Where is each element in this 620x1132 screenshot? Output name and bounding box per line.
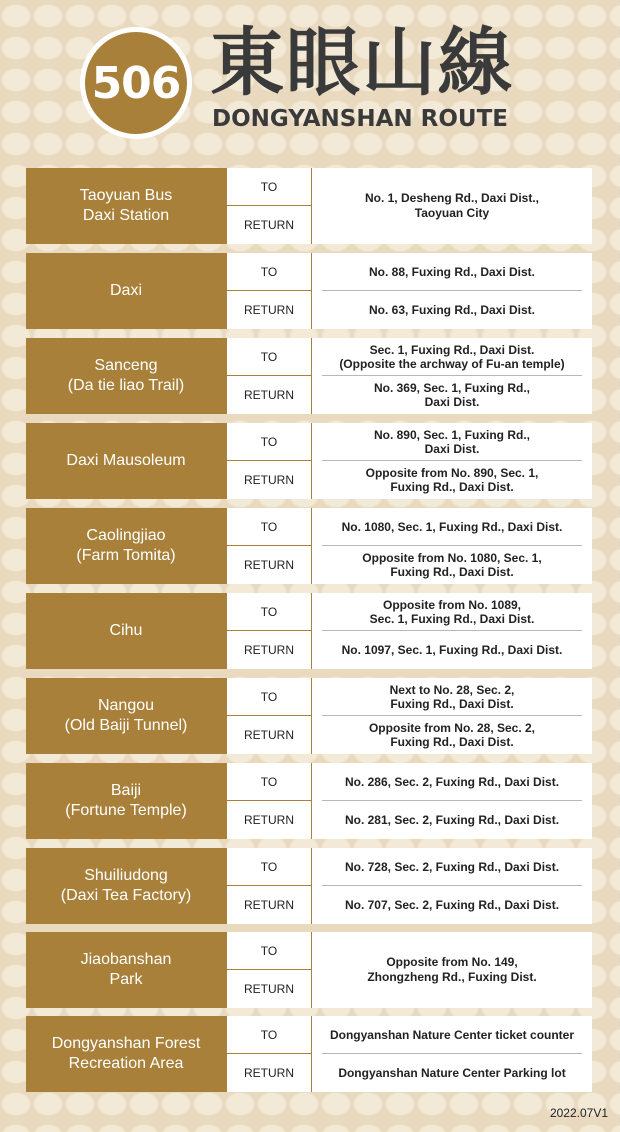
direction-return-label: RETURN [244,813,294,827]
route-number: 506 [91,57,181,109]
route-title-english: DONGYANSHAN ROUTE [212,106,508,132]
to-address [322,253,582,291]
direction-to-label: TO [227,932,311,970]
return-address-text: No. 63, Fuxing Rd., Daxi Dist. [368,303,536,317]
route-title-chinese: 東眼山線 [210,20,514,106]
return-address [322,376,582,414]
direction-return-label: RETURN [244,1066,294,1080]
shared-address-text: Opposite from No. 149, Zhongzheng Rd., Fuxing Dist. [367,955,537,984]
version-label: 2022.07V1 [549,1106,608,1120]
direction-to-label: TO [227,1016,311,1054]
stop-name-cell [26,253,226,329]
stop-row [26,848,592,924]
to-address-text: No. 286, Sec. 2, Fuxing Rd., Daxi Dist. [344,774,560,789]
direction-cells [226,678,312,754]
return-address [322,1054,582,1092]
direction-cells [226,848,312,924]
address-cell [312,508,592,584]
direction-cells [226,593,312,669]
to-address-text: Opposite from No. 1089, Sec. 1, Fuxing Rd., Daxi Dist. [369,597,535,626]
stop-name-cell [26,338,226,414]
return-address [322,291,582,329]
return-address-text: Opposite from No. 1080, Sec. 1, Fuxing Rd., Daxi Dist. [362,551,542,579]
address-cell [312,763,592,839]
to-address [322,508,582,546]
address-cell [312,253,592,329]
return-address [322,631,582,669]
direction-to-label: TO [227,678,311,716]
shared-address [322,932,582,1008]
stop-name-cell [26,678,226,754]
direction-cells [226,168,312,244]
return-address [322,886,582,924]
direction-return-label: RETURN [244,388,294,402]
direction-cells [226,423,312,499]
stop-name: Baiji (Fortune Temple) [65,782,187,819]
stop-name: Sanceng (Da tie liao Trail) [67,357,185,394]
direction-return-label: RETURN [244,898,294,912]
direction-cells [226,932,312,1008]
return-address [322,716,582,754]
shared-address [322,168,582,244]
address-cell [312,338,592,414]
stop-row [26,763,592,839]
to-address-text: Sec. 1, Fuxing Rd., Daxi Dist. (Opposite the archway of Fu-an temple) [339,342,565,371]
stop-row [26,593,592,669]
to-address [322,763,582,801]
to-address [322,678,582,716]
direction-cells [226,508,312,584]
stop-row [26,678,592,754]
to-address [322,593,582,631]
header [0,0,620,160]
stop-name-cell [26,168,226,244]
direction-cells [226,338,312,414]
stop-name-cell [26,593,226,669]
address-cell [312,848,592,924]
direction-to-label: TO [227,423,311,461]
route-number-badge [80,27,192,139]
stop-row [26,423,592,499]
address-cell [312,678,592,754]
return-address-text: Opposite from No. 890, Sec. 1, Fuxing Rd., Daxi Dist. [365,466,539,494]
direction-to-label: TO [227,253,311,291]
direction-to-label: TO [227,508,311,546]
direction-return-label: RETURN [244,728,294,742]
return-address-text: No. 1097, Sec. 1, Fuxing Rd., Daxi Dist. [341,643,563,657]
return-address-text: No. 707, Sec. 2, Fuxing Rd., Daxi Dist. [344,898,560,912]
direction-cells [226,1016,312,1092]
address-cell [312,423,592,499]
return-address-text: Opposite from No. 28, Sec. 2, Fuxing Rd., Daxi Dist. [368,721,536,749]
direction-return-label: RETURN [244,982,294,996]
direction-return-label: RETURN [244,218,294,232]
return-address-text: No. 369, Sec. 1, Fuxing Rd., Daxi Dist. [373,381,531,409]
return-address [322,461,582,499]
to-address [322,338,582,376]
stop-name: Caolingjiao (Farm Tomita) [76,527,176,564]
direction-return-label: RETURN [244,303,294,317]
return-address [322,546,582,584]
to-address [322,1016,582,1054]
direction-to-label: TO [227,593,311,631]
address-cell [312,932,592,1008]
to-address-text: Dongyanshan Nature Center ticket counter [329,1027,575,1042]
stop-name: Shuiliudong (Daxi Tea Factory) [60,867,192,904]
to-address-text: No. 88, Fuxing Rd., Daxi Dist. [368,264,536,279]
stop-name: Daxi [109,282,142,299]
direction-to-label: TO [227,338,311,376]
to-address-text: No. 1080, Sec. 1, Fuxing Rd., Daxi Dist. [341,519,563,534]
stop-name: Daxi Mausoleum [66,452,186,469]
direction-return-label: RETURN [244,558,294,572]
to-address [322,423,582,461]
stop-name: Jiaobanshan Park [80,951,172,988]
stop-row [26,932,592,1008]
direction-to-label: TO [227,168,311,206]
return-address [322,801,582,839]
stop-name: Taoyuan Bus Daxi Station [79,187,173,224]
stop-name-cell [26,848,226,924]
direction-to-label: TO [227,848,311,886]
direction-to-label: TO [227,763,311,801]
stop-name-cell [26,508,226,584]
to-address [322,848,582,886]
stop-name-cell [26,1016,226,1092]
direction-cells [226,763,312,839]
return-address-text: Dongyanshan Nature Center Parking lot [338,1066,566,1080]
return-address-text: No. 281, Sec. 2, Fuxing Rd., Daxi Dist. [344,813,560,827]
to-address-text: No. 890, Sec. 1, Fuxing Rd., Daxi Dist. [373,427,531,456]
stop-name: Dongyanshan Forest Recreation Area [51,1035,201,1072]
stop-row [26,253,592,329]
stop-row [26,1016,592,1092]
to-address-text: No. 728, Sec. 2, Fuxing Rd., Daxi Dist. [344,859,560,874]
address-cell [312,1016,592,1092]
stop-name-cell [26,763,226,839]
direction-return-label: RETURN [244,473,294,487]
address-cell [312,168,592,244]
address-cell [312,593,592,669]
stop-name-cell [26,932,226,1008]
stop-row [26,508,592,584]
stop-row [26,338,592,414]
direction-cells [226,253,312,329]
stop-name: Cihu [109,622,143,639]
shared-address-text: No. 1, Desheng Rd., Daxi Dist., Taoyuan City [364,191,540,220]
to-address-text: Next to No. 28, Sec. 2, Fuxing Rd., Daxi Dist. [389,682,515,711]
direction-return-label: RETURN [244,643,294,657]
stop-name: Nangou (Old Baiji Tunnel) [64,697,188,734]
stop-name-cell [26,423,226,499]
stop-row [26,168,592,244]
